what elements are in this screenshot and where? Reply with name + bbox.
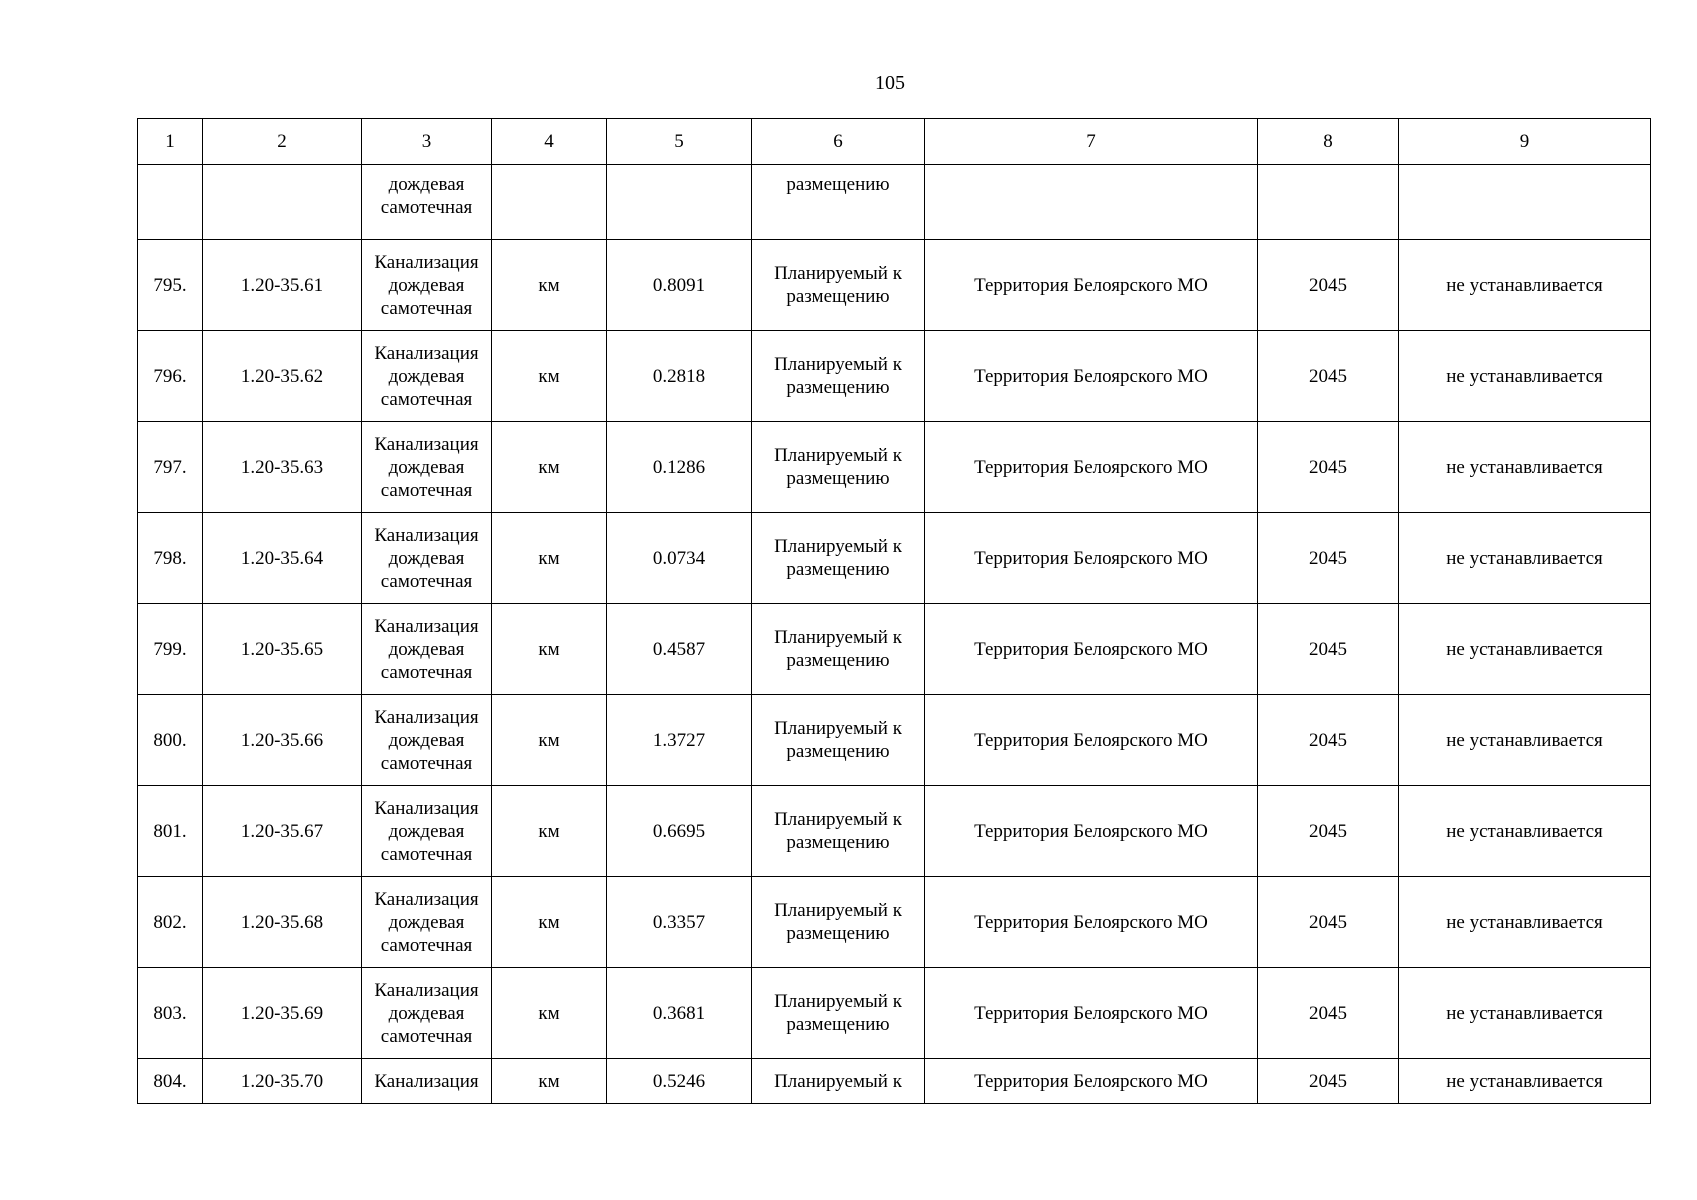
cell-name: Канализация дождевая самотечная	[362, 877, 492, 968]
cell-zone: не устанавливается	[1399, 240, 1651, 331]
cell-zone: не устанавливается	[1399, 1059, 1651, 1104]
cell-value: 0.4587	[607, 604, 752, 695]
header-cell: 8	[1258, 119, 1399, 165]
cell-status: Планируемый к размещению	[752, 240, 925, 331]
table-row	[138, 422, 1651, 513]
cell-territory: Территория Белоярского МО	[925, 786, 1258, 877]
cell-territory: Территория Белоярского МО	[925, 1059, 1258, 1104]
cell-status: Планируемый к размещению	[752, 604, 925, 695]
cell-value	[607, 165, 752, 240]
cell-num: 803.	[138, 968, 203, 1059]
cell-unit: км	[492, 786, 607, 877]
cell-territory: Территория Белоярского МО	[925, 422, 1258, 513]
table-row	[138, 877, 1651, 968]
cell-territory	[925, 165, 1258, 240]
cell-status: Планируемый к размещению	[752, 331, 925, 422]
cell-name: Канализация дождевая самотечная	[362, 422, 492, 513]
cell-code	[203, 165, 362, 240]
cell-territory: Территория Белоярского МО	[925, 877, 1258, 968]
table-row	[138, 786, 1651, 877]
cell-code: 1.20-35.62	[203, 331, 362, 422]
cell-code: 1.20-35.61	[203, 240, 362, 331]
table-row	[138, 695, 1651, 786]
cell-code: 1.20-35.64	[203, 513, 362, 604]
cell-unit: км	[492, 695, 607, 786]
header-cell: 6	[752, 119, 925, 165]
table-row	[138, 604, 1651, 695]
cell-territory: Территория Белоярского МО	[925, 695, 1258, 786]
cell-zone: не устанавливается	[1399, 331, 1651, 422]
cell-year: 2045	[1258, 604, 1399, 695]
page-number: 105	[875, 72, 905, 94]
cell-year: 2045	[1258, 513, 1399, 604]
cell-value: 0.8091	[607, 240, 752, 331]
cell-zone: не устанавливается	[1399, 695, 1651, 786]
header-cell: 9	[1399, 119, 1651, 165]
cell-value: 0.3681	[607, 968, 752, 1059]
cell-name: Канализация дождевая самотечная	[362, 695, 492, 786]
cell-unit: км	[492, 968, 607, 1059]
cell-zone: не устанавливается	[1399, 968, 1651, 1059]
cell-code: 1.20-35.63	[203, 422, 362, 513]
cell-code: 1.20-35.66	[203, 695, 362, 786]
cell-code: 1.20-35.69	[203, 968, 362, 1059]
cell-name: Канализация дождевая самотечная	[362, 786, 492, 877]
cell-name: Канализация дождевая самотечная	[362, 240, 492, 331]
cell-status: Планируемый к размещению	[752, 695, 925, 786]
cell-num: 801.	[138, 786, 203, 877]
cell-territory: Территория Белоярского МО	[925, 331, 1258, 422]
cell-value: 0.5246	[607, 1059, 752, 1104]
table-body	[138, 119, 1651, 1104]
cell-num: 800.	[138, 695, 203, 786]
cell-zone: не устанавливается	[1399, 604, 1651, 695]
cell-year: 2045	[1258, 1059, 1399, 1104]
cell-num: 802.	[138, 877, 203, 968]
cell-zone: не устанавливается	[1399, 877, 1651, 968]
cell-num: 795.	[138, 240, 203, 331]
cell-name: Канализация дождевая самотечная	[362, 604, 492, 695]
cell-name: Канализация дождевая самотечная	[362, 968, 492, 1059]
header-cell: 5	[607, 119, 752, 165]
cell-status: размещению	[752, 165, 925, 240]
cell-value: 0.3357	[607, 877, 752, 968]
cell-year: 2045	[1258, 695, 1399, 786]
cell-year: 2045	[1258, 240, 1399, 331]
cell-unit: км	[492, 422, 607, 513]
table-row	[138, 240, 1651, 331]
cell-value: 0.2818	[607, 331, 752, 422]
table-row	[138, 331, 1651, 422]
cell-year: 2045	[1258, 331, 1399, 422]
cell-name: дождевая самотечная	[362, 165, 492, 240]
cell-unit: км	[492, 1059, 607, 1104]
cell-territory: Территория Белоярского МО	[925, 604, 1258, 695]
continuation-row	[138, 165, 1651, 240]
cell-num: 804.	[138, 1059, 203, 1104]
cell-num: 796.	[138, 331, 203, 422]
cell-unit: км	[492, 604, 607, 695]
cell-value: 0.0734	[607, 513, 752, 604]
cell-value: 1.3727	[607, 695, 752, 786]
cell-status: Планируемый к размещению	[752, 968, 925, 1059]
cell-name: Канализация дождевая самотечная	[362, 513, 492, 604]
cell-unit	[492, 165, 607, 240]
cell-value: 0.6695	[607, 786, 752, 877]
cell-territory: Территория Белоярского МО	[925, 240, 1258, 331]
cell-code: 1.20-35.70	[203, 1059, 362, 1104]
cell-year: 2045	[1258, 786, 1399, 877]
cell-unit: км	[492, 240, 607, 331]
cell-year: 2045	[1258, 877, 1399, 968]
cell-zone: не устанавливается	[1399, 422, 1651, 513]
cell-value: 0.1286	[607, 422, 752, 513]
header-cell: 4	[492, 119, 607, 165]
cell-territory: Территория Белоярского МО	[925, 968, 1258, 1059]
cell-status: Планируемый к	[752, 1059, 925, 1104]
cell-code: 1.20-35.67	[203, 786, 362, 877]
cell-status: Планируемый к размещению	[752, 422, 925, 513]
cell-zone: не устанавливается	[1399, 513, 1651, 604]
objects-table	[137, 118, 1651, 1104]
cell-name: Канализация дождевая самотечная	[362, 331, 492, 422]
cell-unit: км	[492, 877, 607, 968]
cell-year: 2045	[1258, 422, 1399, 513]
cell-year	[1258, 165, 1399, 240]
cell-status: Планируемый к размещению	[752, 513, 925, 604]
cell-status: Планируемый к размещению	[752, 877, 925, 968]
table-row	[138, 513, 1651, 604]
table-row	[138, 1059, 1651, 1104]
cell-code: 1.20-35.68	[203, 877, 362, 968]
cell-code: 1.20-35.65	[203, 604, 362, 695]
cell-name: Канализация	[362, 1059, 492, 1104]
header-cell: 7	[925, 119, 1258, 165]
cell-status: Планируемый к размещению	[752, 786, 925, 877]
header-cell: 3	[362, 119, 492, 165]
cell-num: 797.	[138, 422, 203, 513]
cell-territory: Территория Белоярского МО	[925, 513, 1258, 604]
cell-num: 798.	[138, 513, 203, 604]
table-header-row	[138, 119, 1651, 165]
cell-zone	[1399, 165, 1651, 240]
cell-zone: не устанавливается	[1399, 786, 1651, 877]
header-cell: 2	[203, 119, 362, 165]
header-cell: 1	[138, 119, 203, 165]
cell-unit: км	[492, 331, 607, 422]
table-row	[138, 968, 1651, 1059]
cell-unit: км	[492, 513, 607, 604]
cell-num	[138, 165, 203, 240]
cell-year: 2045	[1258, 968, 1399, 1059]
cell-num: 799.	[138, 604, 203, 695]
